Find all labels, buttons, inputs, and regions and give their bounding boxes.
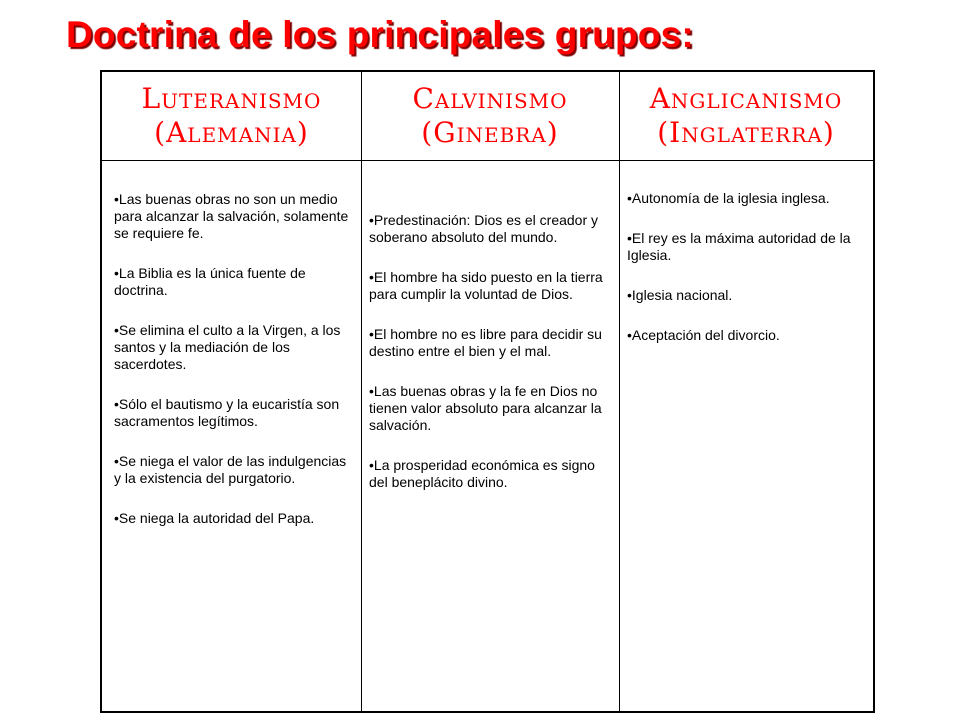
list-item: •Sólo el bautismo y la eucaristía son sacramentos legítimos. (114, 396, 340, 429)
header-divider (102, 160, 873, 161)
heading-luteranismo-name: Luteranismo (141, 82, 322, 115)
heading-calvinismo-place: (Ginebra) (421, 116, 559, 149)
list-item: •Iglesia nacional. (627, 287, 733, 303)
luteranismo-doctrine-list (114, 191, 354, 550)
column-divider (361, 72, 362, 711)
heading-calvinismo (361, 72, 619, 160)
list-item: •El rey es la máxima autoridad de la Iglesia. (627, 230, 851, 263)
list-item: •Se niega la autoridad del Papa. (114, 510, 315, 526)
list-item: •Las buenas obras no son un medio para alcanzar la salvación, solamente se requiere fe. (114, 191, 349, 241)
list-item: •Predestinación: Dios es el creador y soberano absoluto del mundo. (369, 212, 599, 245)
list-item: •Aceptación del divorcio. (627, 327, 780, 343)
list-item: •La prosperidad económica es signo del beneplácito divino. (369, 457, 595, 490)
heading-luteranismo-place: (Alemania) (154, 116, 309, 149)
calvinismo-doctrine-list (369, 212, 605, 514)
list-item: •El hombre no es libre para decidir su destino entre el bien y el mal. (369, 326, 602, 359)
heading-calvinismo-name: Calvinismo (412, 82, 568, 115)
list-item: •Se elimina el culto a la Virgen, a los santos y la mediación de los sacerdotes. (114, 322, 341, 372)
heading-anglicanismo-name: Anglicanismo (649, 82, 843, 115)
heading-luteranismo (102, 72, 361, 160)
list-item: •El hombre ha sido puesto en la tierra para cumplir la voluntad de Dios. (369, 269, 603, 302)
page-title: Doctrina de los principales grupos: (66, 14, 694, 55)
doctrine-table (100, 70, 875, 713)
column-divider (619, 72, 620, 711)
heading-anglicanismo (619, 72, 873, 160)
list-item: •Autonomía de la iglesia inglesa. (627, 190, 830, 206)
list-item: •Las buenas obras y la fe en Dios no tienen valor absoluto para alcanzar la salvación. (369, 383, 602, 433)
anglicanismo-doctrine-list (627, 190, 865, 367)
list-item: •Se niega el valor de las indulgencias y la existencia del purgatorio. (114, 453, 347, 486)
heading-anglicanismo-place: (Inglaterra) (657, 116, 835, 149)
list-item: •La Biblia es la única fuente de doctrina. (114, 265, 306, 298)
